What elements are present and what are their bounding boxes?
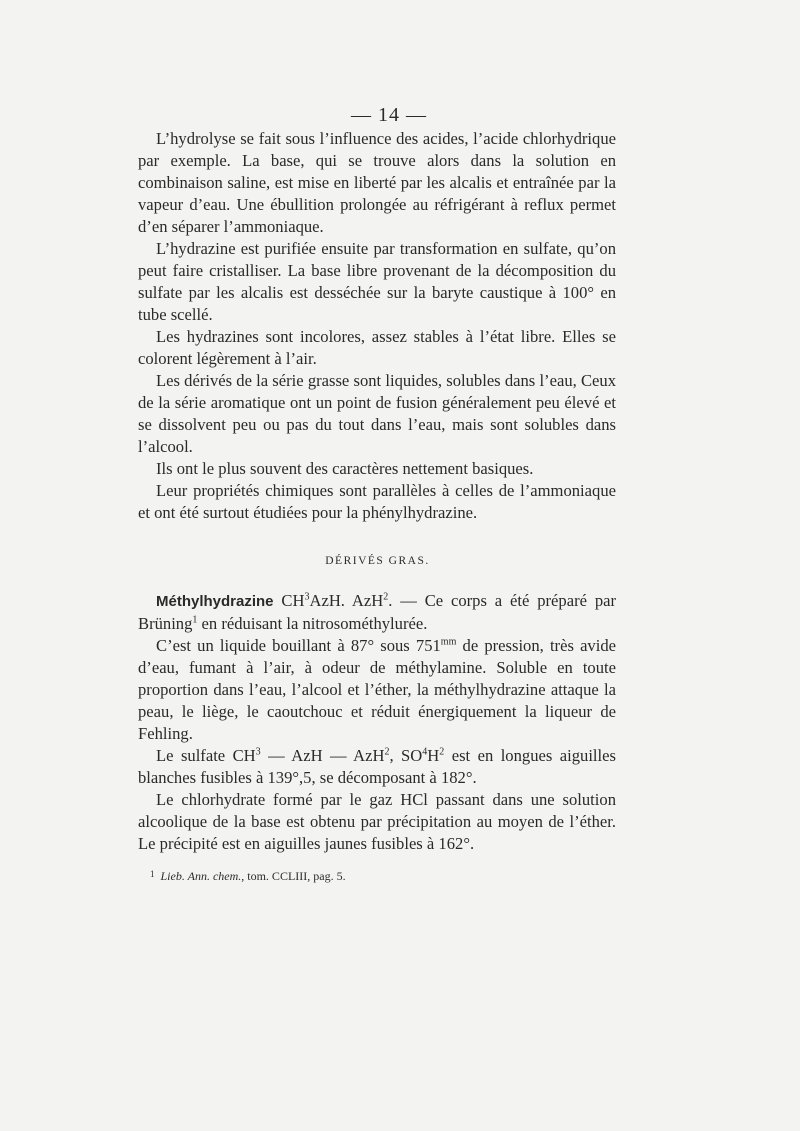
paragraph-chlorhydrate: Le chlorhydrate formé par le gaz HCl passant dans une solution alcoolique de la base est obtenu par précipitation au moyen de l’éther. Le précipité est en aiguilles jaunes fusibles à 162°. <box>138 790 616 853</box>
paragraph-sulfate: Le sulfate $CH^3$ — AzH — AzH$^2$, $SO^4H^2$ est en longues aiguilles blanches fusibles à 139°,5, se décomposant à 182°. <box>138 746 616 787</box>
paragraph-hydrolysis: L’hydrolyse se fait sous l’influence des acides, l’acide chlorhydrique par exemple. La base, qui se trouve alors dans la solution en combinaison saline, est mise en liberté par les alcalis et entraînée par la vapeur d’eau. Une ébullition prolongée au réfrigérant à reflux permet d’en séparer l’ammoniaque. <box>138 129 616 236</box>
main-text <box>138 128 616 524</box>
paragraph-chemical: Leur propriétés chimiques sont parallèles à celles de l’ammoniaque et ont été surtout étudiées pour la phénylhydrazine. <box>138 481 616 522</box>
paragraph-purification: L’hydrazine est purifiée ensuite par transformation en sulfate, qu’on peut faire cristalliser. La base libre provenant de la décomposition du sulfate par les alcalis est desséchée sur la baryte caustique à 100° en tube scellé. <box>138 239 616 324</box>
footnote-details: , tom. CCLIII, pag. 5. <box>241 869 346 883</box>
footnote <box>150 869 346 884</box>
section-heading: DÉRIVÉS GRAS. <box>325 555 430 567</box>
footnote-source: Lieb. Ann. chem. <box>160 869 242 883</box>
paragraph-basic: Ils ont le plus souvent des caractères nettement basiques. <box>156 459 534 478</box>
paragraph-methylhydrazine-intro: Méthylhydrazine $CH^3AzH$. AzH$^2$. — Ce corps a été préparé par Brüning$^1$ en réduisant la nitrosométhylurée. <box>138 591 617 633</box>
paragraph-properties: Les hydrazines sont incolores, assez stables à l’état libre. Elles se colorent légèrement à l’air. <box>138 327 616 368</box>
term-methylhydrazine: Méthylhydrazine <box>156 593 274 610</box>
paragraph-derivatives: Les dérivés de la série grasse sont liquides, solubles dans l’eau, Ceux de la série aromatique ont un point de fusion généralement peu élevé et se dissolvent peu ou pas du tout dans l’eau, mais sont solubles dans l’alcool. <box>138 371 616 456</box>
footnote-reference: 1 <box>192 614 198 626</box>
footnote-mark: 1 <box>150 869 155 879</box>
page-number: — 14 — <box>351 104 427 126</box>
paragraph-methylhydrazine-liquid: C’est un liquide bouillant à 87° sous $751^{mm}$ de pression, très avide d’eau, fumant à l’air, à odeur de méthylamine. Soluble en toute proportion dans l’eau, l’alcool et l’éther, la méthylhydrazine attaque la peau, le liège, le caoutchouc et réduit énergiquement la liqueur de Fehling. <box>138 636 616 743</box>
methylhydrazine-text <box>138 590 616 855</box>
